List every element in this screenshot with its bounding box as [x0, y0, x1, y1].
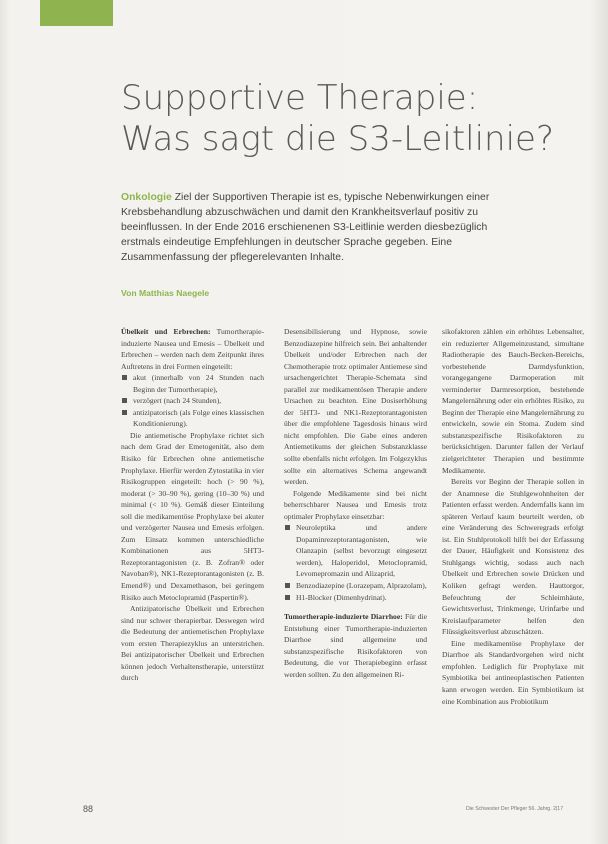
bullet-list	[284, 522, 427, 603]
journal-footer: Die Schwester Der Pfleger 56. Jahrg. 2|17	[466, 806, 564, 812]
paragraph: Desensibilisierung und Hypnose, sowie Benzodiazepine hilfreich sein. Bei anhaltender Übelkeit und/oder Erbrechen nach der Chemotherapie trotz optimaler Antiemese sind ursachengerichtet Therapie-Schemata sind parallel zur medikamentösen Therapie andere Ursachen zu beachten. Eine Dosiserhöhung der 5HT3- und NK1-Rezeptorantagonisten über die empfohlene Tagesdosis hinaus wird nicht empfohlen. Die Gabe eines anderen Antiemetikums der gleichen Substanzklasse sollte ebenfalls nicht erfolgen. Im Folgezyklus sollte ein alternatives Schema angewandt werden.	[284, 327, 427, 487]
paragraph: sikofaktoren zählen ein erhöhtes Lebensalter, ein reduzierter Allgemeinzustand, simultane Radiotherapie des Bauch-Becken-Bereichs, vorbestehende Darmdysfunktion, vorangegangene Darmoperation mit verminderter Darmresorption, bestehende Mangelernährung oder ein erhöhtes Risiko, zu Beginn der Therapie eine Mangelernährung zu entwickeln, sowie ein Stoma. Zudem sind substanzspezifische Risikofaktoren zu berücksichtigen. Darunter fallen der Verlauf zielgerichteter Therapien und bestimmte Medikamente.	[442, 327, 584, 475]
square-bullet-icon	[122, 398, 127, 403]
text-column-1	[121, 326, 264, 684]
paragraph: Antizipatorische Übelkeit und Erbrechen sind nur schwer therapierbar. Deswegen wird die Bedeutung der antiemetischen Prophylaxe vom ersten Therapiezyklus an unterstrichen. Bei antizipatorischer Übelkeit und Erbrechen können jedoch Verhaltenstherapie, unterstützt durch	[121, 604, 264, 683]
list-item: akut (innerhalb von 24 Stunden nach Beginn der Tumortherapie),	[121, 372, 264, 395]
subheading: Übelkeit und Erbrechen:	[121, 327, 211, 336]
list-item: H1-Blocker (Dimenhydrinat).	[284, 592, 427, 604]
paragraph: Tumortherapie-induzierte Diarrhoe: Für die Entstehung einer Tumortherapie-induzierten Diarrhoe sind allgemeine und substanzspezifische Risikofaktoren von Bedeutung, die vor Therapiebeginn erfasst werden sollten. Zu den allgemeinen Ri-	[284, 612, 427, 679]
title-line-1: Supportive Therapie:	[121, 78, 479, 118]
article-title	[121, 78, 581, 160]
page-number: 88	[83, 804, 94, 814]
list-item: Neuroleptika und andere Dopaminrezeptorantagonisten, wie Olanzapin (selbst bevorzugt eingesetzt werden), Haloperidol, Metoclopramid, Levomepromazin und Alizaprid,	[284, 522, 427, 580]
square-bullet-icon	[122, 375, 127, 380]
list-item: Benzodiazepine (Lorazepam, Alprazolam),	[284, 580, 427, 592]
lead-text: Ziel der Supportiven Therapie ist es, typische Nebenwirkungen einer Krebsbehandlung abzuschwächen und damit den Krankheitsverlauf positiv zu beeinflussen. In der Ende 2016 erschienenen S3-Leitlinie werden diesbezüglich erstmals eindeutige Empfehlungen in deutscher Sprache gegeben. Eine Zusammenfassung der pflegerelevanten Inhalte.	[121, 192, 490, 263]
subheading: Tumortherapie-induzierte Diarrhoe:	[284, 612, 403, 622]
square-bullet-icon	[285, 595, 290, 600]
text-column-2	[284, 326, 427, 680]
paragraph: Übelkeit und Erbrechen: Tumortherapie-induzierte Nausea und Emesis – Übelkeit und Erbrechen – werden nach dem Zeitpunkt ihres Auftretens in drei Formen eingeteilt:	[121, 327, 264, 371]
lead-paragraph	[121, 190, 506, 265]
square-bullet-icon	[122, 410, 127, 415]
paragraph: Eine medikamentöse Prophylaxe der Diarrhoe als Standardvorgehen wird nicht empfohlen. Lediglich für Prophylaxe mit Symbiotika bei antineoplastischen Patienten kann erwogen werden. Ein Symbiotikum ist eine Kombination aus Probiotikum	[442, 638, 584, 706]
square-bullet-icon	[285, 525, 290, 530]
paragraph: Die antiemetische Prophylaxe richtet sich nach dem Grad der Emetogenität, also dem Risiko für Erbrechen ohne antiemetische Prophylaxe. Hierfür werden Zytostatika in vier Risikogruppen eingeteilt: hoch (> 90 %), moderat (> 30–90 %), gering (10–30 %) und minimal (< 10 %). Gemäß dieser Einteilung soll die medikamentöse Prophylaxe bei akuter und verzögerter Nausea und Emesis erfolgen. Zum Einsatz kommen unterschiedliche Kombinationen aus 5HT3-Rezeptorantagonisten (z. B. Zofran® oder Navoban®), NK1-Rezeptorantagonisten (z. B. Emend®) und Dexamethason, bei geringem Risiko auch Metoclopramid (Paspertin®).	[121, 430, 264, 602]
list-item: antizipatorisch (als Folge eines klassischen Konditionierung).	[121, 407, 264, 430]
bullet-list	[121, 372, 264, 430]
text-column-3	[442, 326, 584, 707]
paragraph: Bereits vor Beginn der Therapie sollen in der Anamnese die Stuhlgewohnheiten der Patienten erfasst werden. Andernfalls kann im späteren Verlauf kaum beurteilt werden, ob eine Veränderung des Schweregrads erfolgt ist. Ein Stuhlprotokoll hilft bei der Erfassung der Dauer, Häufigkeit und Konsistenz des Stuhlgangs wichtig, sodass auch nach Übelkeit und Erbrechen sowie Drücken und Koliken gefragt werden. Hauttorgor, Befeuchtung der Schleimhäute, Gewichtsverlust, Trinkmenge, Urinfarbe und Kreislaufparameter helfen den Flüssigkeitsverlust abzuschätzen.	[442, 477, 584, 637]
author-byline: Von Matthias Naegele	[121, 288, 210, 298]
lead-keyword: Onkologie	[121, 192, 172, 203]
list-item: verzögert (nach 24 Stunden),	[121, 395, 264, 407]
title-line-2: Was sagt die S3-Leitlinie?	[121, 119, 555, 159]
paragraph: Folgende Medikamente sind bei nicht beherrschbarer Nausea und Emesis trotz optimaler Prophylaxe einsetzbar:	[284, 488, 427, 521]
square-bullet-icon	[285, 583, 290, 588]
section-color-tab	[40, 0, 113, 26]
